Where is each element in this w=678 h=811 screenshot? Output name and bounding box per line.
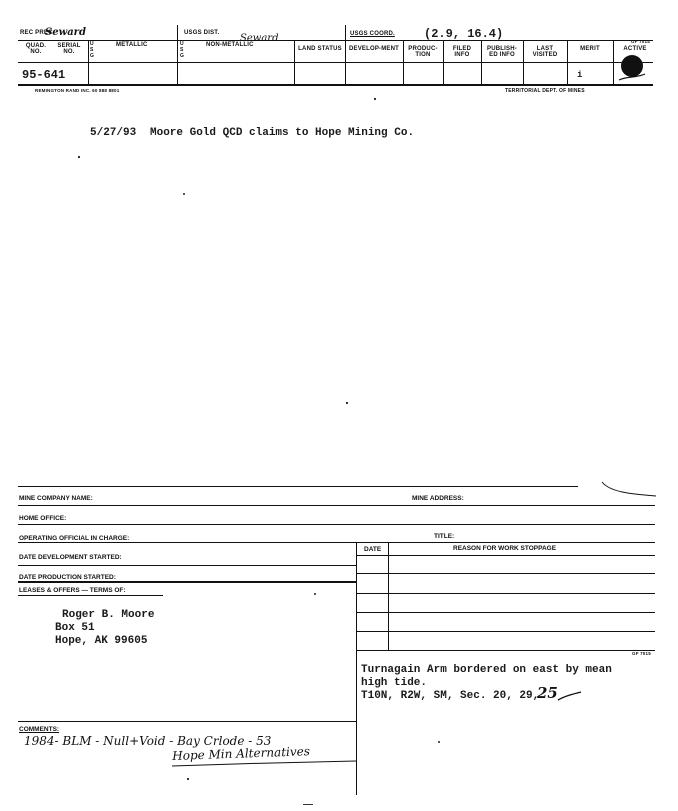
location-pen-flourish xyxy=(557,690,583,704)
development-header: DEVELOP-MENT xyxy=(348,46,400,52)
date-development-started-label: DATE DEVELOPMENT STARTED: xyxy=(19,554,122,561)
stoppage-reason-header: REASON FOR WORK STOPPAGE xyxy=(453,545,557,552)
usgs-dist-label: USGS DIST. xyxy=(184,30,220,36)
comments-hand-line-2: Hope Min Alternatives xyxy=(172,744,311,763)
usgs-nonmetallic-header: U S G xyxy=(180,41,185,59)
active-marker-dot xyxy=(615,52,651,84)
merit-header: MERIT xyxy=(580,46,600,52)
leases-offers-label: LEASES & OFFERS — TERMS OF: xyxy=(19,587,126,594)
form-number-bottom: GF 7015 xyxy=(632,651,651,656)
speck xyxy=(78,156,80,158)
card-header-rule xyxy=(18,62,653,63)
entry-text: Moore Gold QCD claims to Hope Mining Co. xyxy=(150,127,415,139)
usgs-metallic-header: U S G xyxy=(90,41,95,59)
published-info-header: PUBLISH-ED INFO xyxy=(487,46,517,58)
home-office-label: HOME OFFICE: xyxy=(19,515,67,522)
serial-no-header: SERIAL NO. xyxy=(57,43,81,55)
entry-date: 5/27/93 xyxy=(90,127,137,139)
speck xyxy=(346,402,348,404)
land-status-header: LAND STATUS xyxy=(298,46,342,52)
speck xyxy=(183,193,185,195)
comments-hand-line-1: 1984- BLM - Null+Void - Bay Crlode - 53 xyxy=(24,734,272,748)
comments-label: COMMENTS: xyxy=(19,726,60,733)
rec-prec-value: Seward xyxy=(45,27,86,38)
production-header: PRODUC-TION xyxy=(408,46,438,58)
stoppage-date-header: DATE xyxy=(364,546,382,553)
printer-line: REMINGTON RAND INC. 60 888 8801 xyxy=(35,88,120,93)
speck xyxy=(303,804,313,805)
last-visited-header: LAST VISITED xyxy=(532,46,558,58)
quad-serial-value: 95-641 xyxy=(22,68,66,82)
mine-address-label: MINE ADDRESS: xyxy=(412,495,464,502)
comments-underline-stroke xyxy=(170,760,360,770)
title-label: TITLE: xyxy=(434,533,455,540)
speck xyxy=(438,741,440,743)
form-number-top: GF 7014 xyxy=(631,39,650,44)
usgs-dist-value: Seward xyxy=(240,33,279,44)
owner-city: Hope, AK 99605 xyxy=(55,635,148,647)
location-line-2: high tide. xyxy=(361,677,428,689)
rec-prec-label: REC PREC. xyxy=(20,30,55,36)
speck xyxy=(187,778,189,780)
location-hand-addition: 25 xyxy=(537,684,558,702)
merit-mark: i xyxy=(577,70,583,80)
mine-company-name-label: MINE COMPANY NAME: xyxy=(19,495,93,502)
metallic-header: METALLIC xyxy=(116,42,148,48)
active-header: ACTIVE xyxy=(623,46,647,52)
location-line-3: T10N, R2W, SM, Sec. 20, 29, xyxy=(361,690,540,702)
usgs-coord-label: USGS COORD. xyxy=(350,31,395,37)
owner-name: Roger B. Moore xyxy=(62,609,155,621)
speck xyxy=(314,593,316,595)
non-metallic-header: NON-METALLIC xyxy=(206,42,254,48)
filed-info-header: FILED INFO xyxy=(452,46,472,58)
pen-stroke-mark xyxy=(600,478,660,502)
card-top-rule xyxy=(18,40,653,41)
location-line-1: Turnagain Arm bordered on east by mean xyxy=(361,664,612,676)
date-production-started-label: DATE PRODUCTION STARTED: xyxy=(19,574,116,581)
operating-official-label: OPERATING OFFICIAL IN CHARGE: xyxy=(19,535,130,542)
dept-line: TERRITORIAL DEPT. OF MINES xyxy=(505,88,585,94)
quad-no-header: QUAD. NO. xyxy=(25,43,47,55)
speck xyxy=(374,98,376,100)
card-bottom-rule xyxy=(18,84,653,86)
owner-box: Box 51 xyxy=(55,622,95,634)
usgs-coord-value: (2.9, 16.4) xyxy=(424,27,504,41)
